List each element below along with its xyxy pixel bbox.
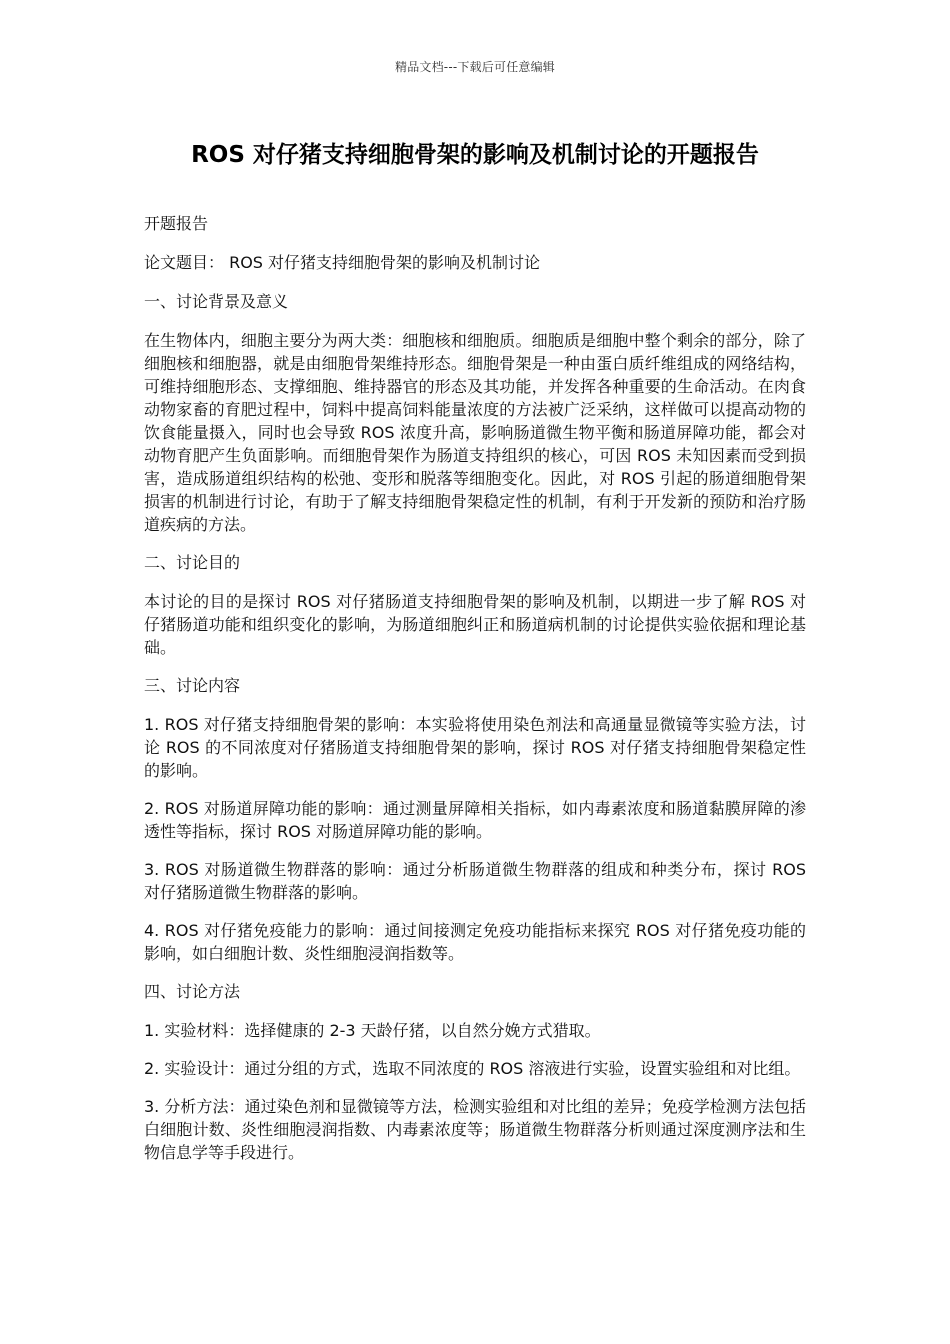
list-item: 1. ROS 对仔猪支持细胞骨架的影响：本实验将使用染色剂法和高通量显微镜等实验方法，讨论 ROS 的不同浓度对仔猪肠道支持细胞骨架的影响，探讨 ROS 对仔猪支持细胞骨架稳定性的影响。 [144,715,806,780]
list-item: 1. 实验材料：选择健康的 2-3 天龄仔猪，以自然分娩方式猎取。 [144,1021,601,1040]
section-heading: 一、讨论背景及意义 [144,292,289,311]
list-item: 3. ROS 对肠道微生物群落的影响：通过分析肠道微生物群落的组成和种类分布，探讨 ROS 对仔猪肠道微生物群落的影响。 [144,860,806,902]
body-paragraph: 在生物体内，细胞主要分为两大类：细胞核和细胞质。细胞质是细胞中整个剩余的部分，除了细胞核和细胞器，就是由细胞骨架维持形态。细胞骨架是一种由蛋白质纤维组成的网络结构，可维持细胞形态、支撑细胞、维持器官的形态及其功能，并发挥各种重要的生命活动。在肉食动物家畜的育肥过程中，饲料中提高饲料能量浓度的方法被广泛采纳，这样做可以提高动物的饮食能量摄入，同时也会导致 ROS 浓度升高，影响肠道微生物平衡和肠道屏障功能，都会对动物育肥产生负面影响。而细胞骨架作为肠道支持组织的核心，可因 ROS 未知因素而受到损害，造成肠道组织结构的松弛、变形和脱落等细胞变化。因此，对 ROS 引起的肠道细胞骨架损害的机制进行讨论，有助于了解支持细胞骨架稳定性的机制，有利于开发新的预防和治疗肠道疾病的方法。 [144,331,806,534]
list-item: 2. ROS 对肠道屏障功能的影响：通过测量屏障相关指标，如内毒素浓度和肠道黏膜屏障的渗透性等指标，探讨 ROS 对肠道屏障功能的影响。 [144,799,806,841]
list-item: 3. 分析方法：通过染色剂和显微镜等方法，检测实验组和对比组的差异；免疫学检测方法包括白细胞计数、炎性细胞浸润指数、内毒素浓度等；肠道微生物群落分析则通过深度测序法和生物信息学等手段进行。 [144,1097,806,1162]
section-heading: 四、讨论方法 [144,982,241,1001]
thesis-title-line: 论文题目： ROS 对仔猪支持细胞骨架的影响及机制讨论 [144,253,541,272]
document-title: ROS 对仔猪支持细胞骨架的影响及机制讨论的开题报告 [191,142,759,168]
section-heading: 三、讨论内容 [144,676,241,695]
document-body [144,212,806,1179]
section-heading: 二、讨论目的 [144,553,241,572]
body-paragraph: 本讨论的目的是探讨 ROS 对仔猪肠道支持细胞骨架的影响及机制，以期进一步了解 ROS 对仔猪肠道功能和组织变化的影响，为肠道细胞纠正和肠道病机制的讨论提供实验依据和理论基础。 [144,592,806,657]
list-item: 2. 实验设计：通过分组的方式，选取不同浓度的 ROS 溶液进行实验，设置实验组和对比组。 [144,1059,801,1078]
page-header: 精品文档---下载后可任意编辑 [395,60,555,74]
list-item: 4. ROS 对仔猪免疫能力的影响：通过间接测定免疫功能指标来探究 ROS 对仔猪免疫功能的影响，如白细胞计数、炎性细胞浸润指数等。 [144,921,806,963]
report-label: 开题报告 [144,214,209,233]
